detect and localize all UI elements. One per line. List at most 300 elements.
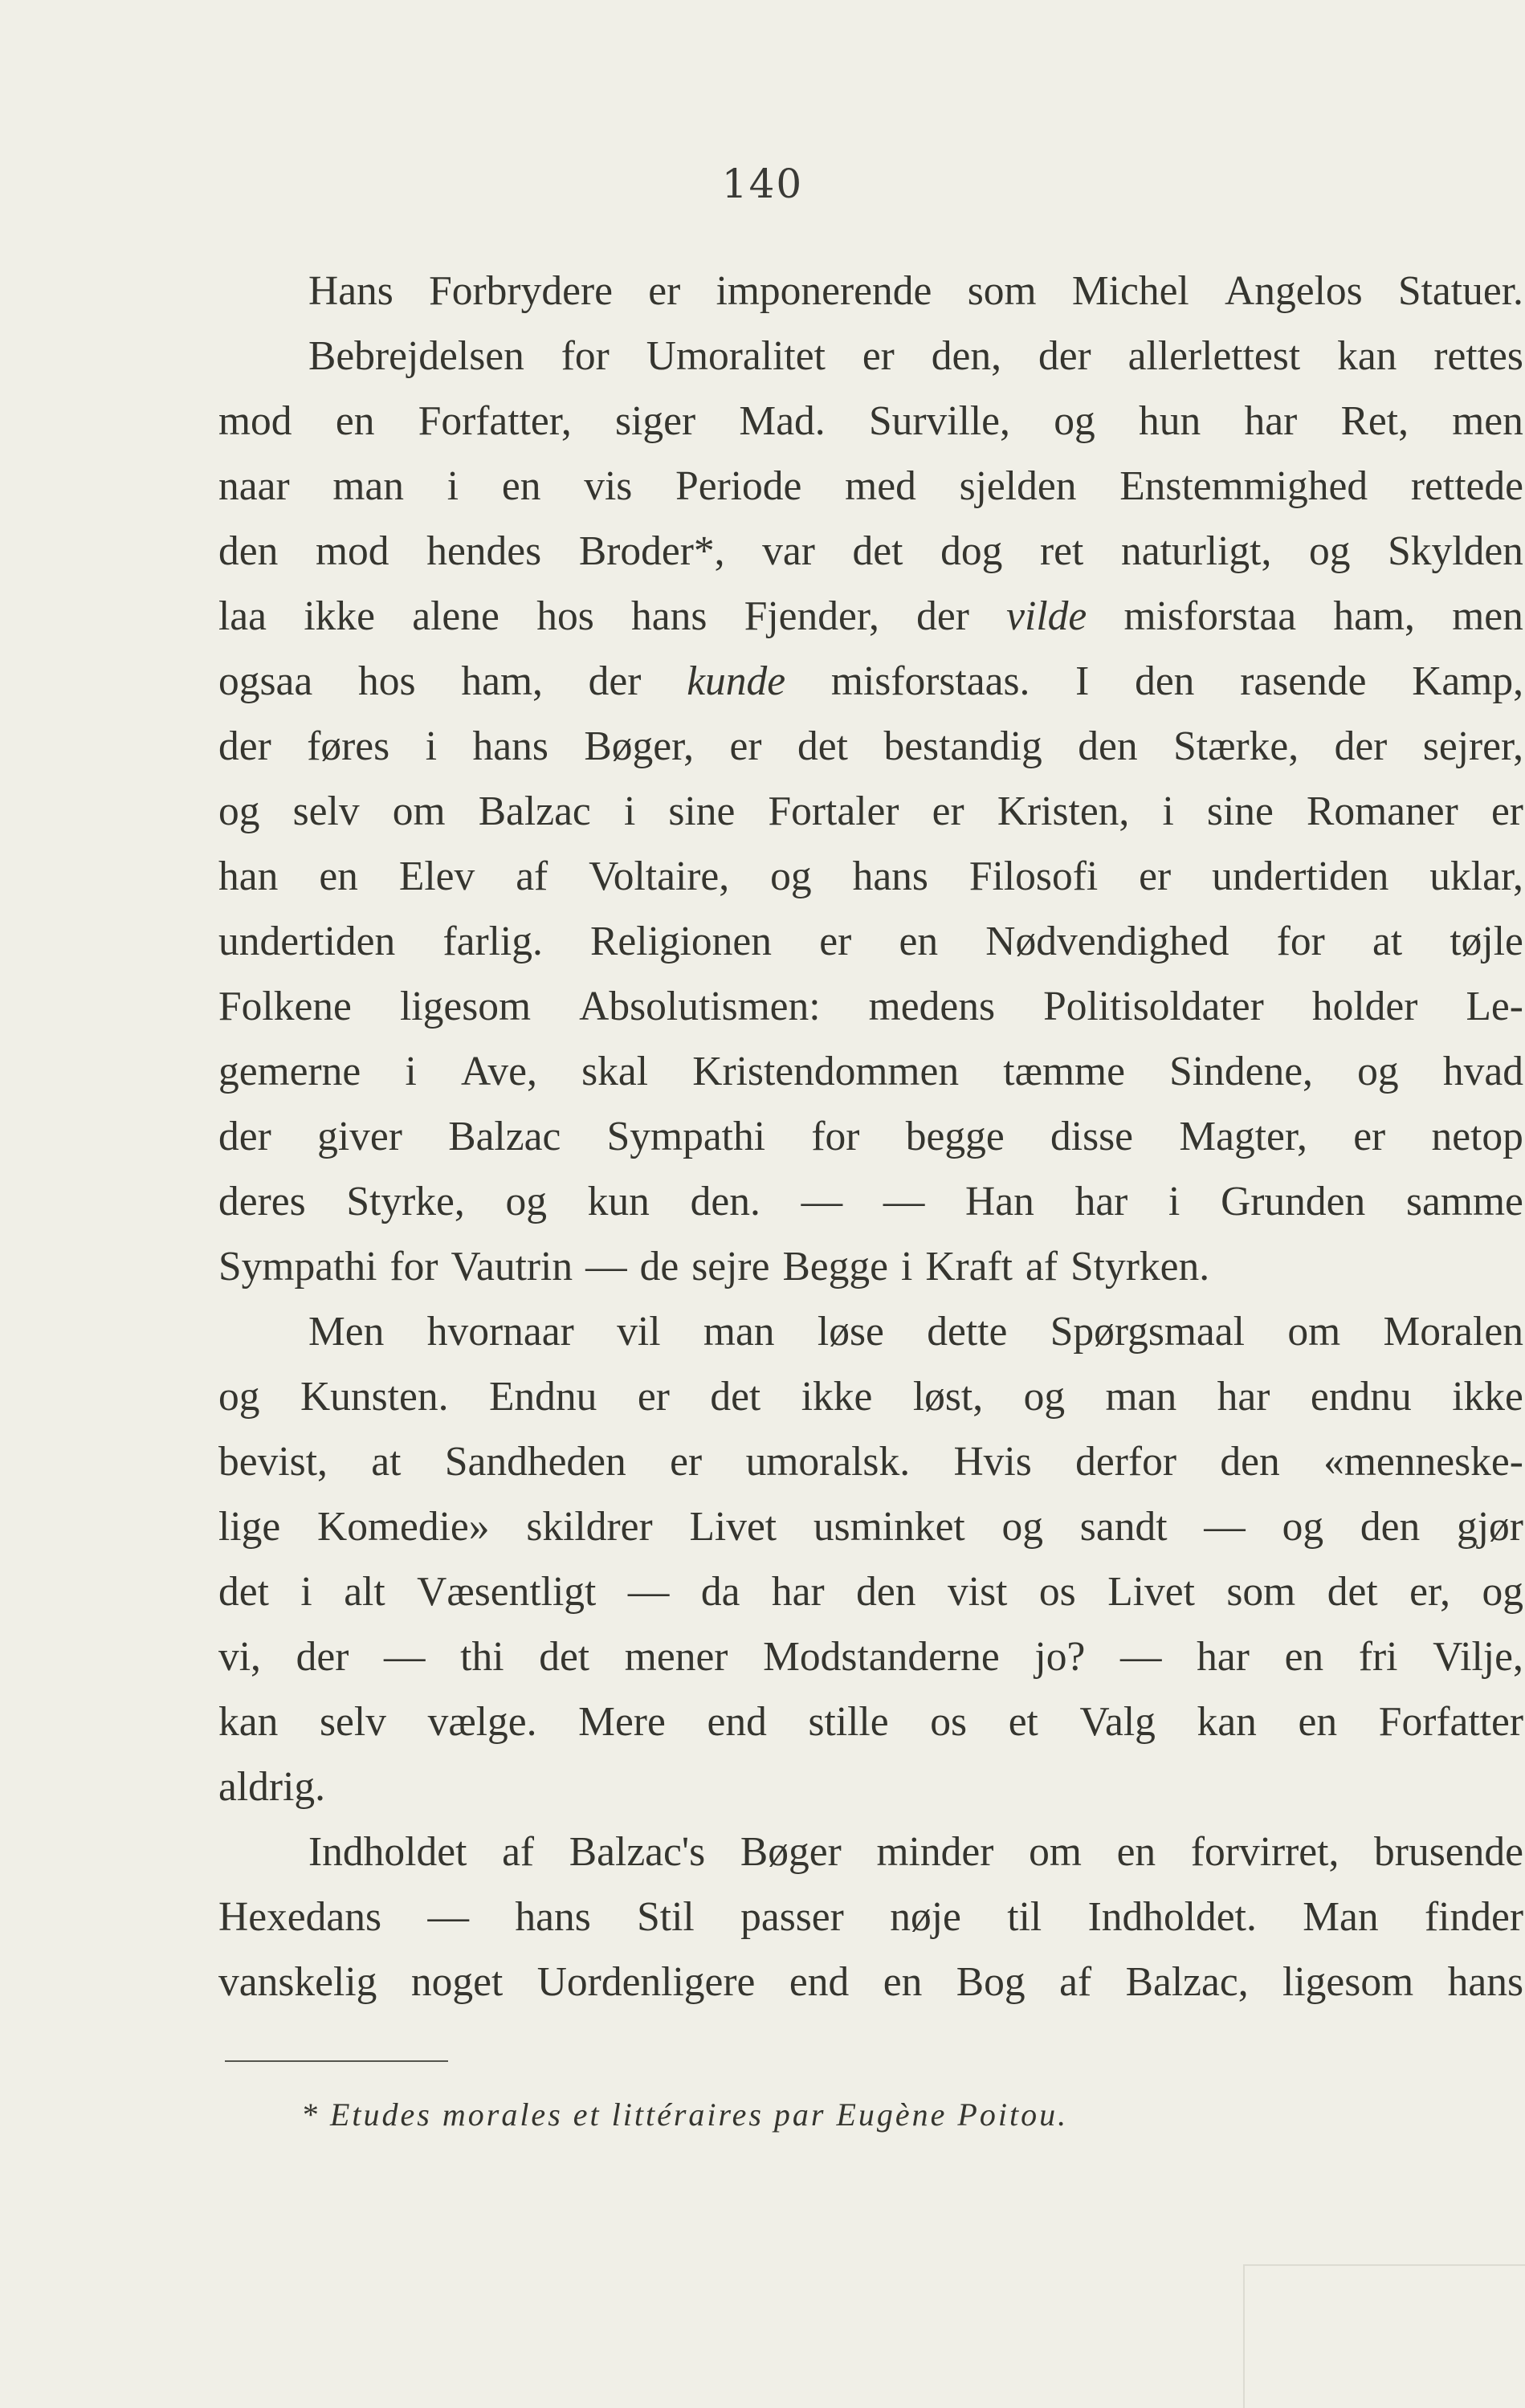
word: en bbox=[883, 1959, 923, 2005]
word: jo? bbox=[1034, 1634, 1086, 1680]
word: siger bbox=[615, 398, 696, 444]
word: om bbox=[392, 788, 446, 834]
text-line bbox=[218, 1104, 1523, 1169]
word: — bbox=[627, 1569, 670, 1615]
word: vis bbox=[584, 463, 633, 509]
word: er bbox=[637, 1374, 670, 1420]
word: Balzac's bbox=[569, 1829, 706, 1875]
word: — bbox=[1204, 1504, 1246, 1550]
word: og bbox=[218, 788, 260, 834]
word: hans bbox=[472, 723, 548, 769]
word: en bbox=[899, 919, 939, 964]
word: og bbox=[1001, 1504, 1044, 1550]
word: hans bbox=[631, 593, 707, 639]
word: sjelden bbox=[959, 463, 1077, 509]
word: af bbox=[1026, 1244, 1058, 1290]
word: ogsaa bbox=[218, 658, 313, 704]
text-line bbox=[218, 909, 1523, 974]
word: og bbox=[1482, 1569, 1523, 1615]
word: bestandig bbox=[883, 723, 1042, 769]
word: og bbox=[1282, 1504, 1324, 1550]
word: i bbox=[446, 463, 459, 509]
text-line bbox=[218, 454, 1523, 519]
page-number: 140 bbox=[721, 161, 804, 207]
word: undertiden bbox=[218, 919, 396, 964]
word: Sympathi bbox=[606, 1114, 766, 1159]
word: sandt bbox=[1079, 1504, 1168, 1550]
word: hvornaar bbox=[426, 1309, 574, 1355]
word: Surville, bbox=[868, 398, 1010, 444]
word: Fortaler bbox=[768, 788, 899, 834]
word: Mere bbox=[578, 1699, 666, 1745]
word: Religionen bbox=[590, 919, 773, 964]
word: vi, bbox=[218, 1634, 261, 1680]
word: en bbox=[1284, 1634, 1324, 1680]
word: er bbox=[648, 268, 681, 314]
text-line bbox=[218, 714, 1523, 779]
text-line bbox=[218, 1299, 1523, 1364]
text-line bbox=[218, 1364, 1523, 1429]
word: Styrke, bbox=[346, 1179, 465, 1224]
word: løse bbox=[817, 1309, 884, 1355]
word: Man bbox=[1303, 1894, 1379, 1940]
word: kun bbox=[587, 1179, 650, 1224]
word: — bbox=[427, 1894, 469, 1940]
word: men bbox=[1452, 593, 1523, 639]
word: rettes bbox=[1433, 333, 1523, 379]
word: kan bbox=[1197, 1699, 1257, 1745]
word: den bbox=[218, 528, 279, 574]
word: en bbox=[1116, 1829, 1156, 1875]
word: hun bbox=[1138, 398, 1201, 444]
word: gemerne bbox=[218, 1049, 361, 1094]
word: thi bbox=[460, 1634, 504, 1680]
word: minder bbox=[876, 1829, 994, 1875]
word: Væsentligt bbox=[417, 1569, 597, 1615]
word: er bbox=[729, 723, 762, 769]
text-line bbox=[218, 1039, 1523, 1104]
word: er, bbox=[1409, 1569, 1450, 1615]
word: naar bbox=[218, 463, 290, 509]
word: hos bbox=[358, 658, 416, 704]
word: Kristendommen bbox=[692, 1049, 960, 1094]
word: til bbox=[1007, 1894, 1042, 1940]
word: holder bbox=[1311, 984, 1418, 1029]
word: tæmme bbox=[1003, 1049, 1125, 1094]
word: det bbox=[710, 1374, 761, 1420]
word: er bbox=[670, 1439, 703, 1485]
text-line bbox=[218, 259, 1523, 324]
text-line bbox=[218, 1754, 1523, 1819]
word: og bbox=[1023, 1374, 1066, 1420]
word: Indholdet bbox=[308, 1829, 467, 1875]
word: er bbox=[1353, 1114, 1386, 1159]
word: han bbox=[218, 854, 279, 899]
word: Modstanderne bbox=[763, 1634, 1000, 1680]
word: for bbox=[389, 1244, 438, 1290]
word: vist bbox=[948, 1569, 1008, 1615]
word: at bbox=[371, 1439, 402, 1485]
word: og bbox=[1357, 1049, 1399, 1094]
word: os bbox=[930, 1699, 968, 1745]
word: ham, bbox=[461, 658, 543, 704]
word: Ret, bbox=[1340, 398, 1409, 444]
text-line bbox=[218, 1884, 1523, 1950]
text-line bbox=[218, 649, 1523, 714]
word: og bbox=[218, 1374, 260, 1420]
word: for bbox=[1276, 919, 1325, 964]
word: har bbox=[1244, 398, 1298, 444]
word: sine bbox=[1206, 788, 1274, 834]
word: hans bbox=[1447, 1959, 1523, 2005]
word: ikke bbox=[1452, 1374, 1523, 1420]
word: giver bbox=[317, 1114, 402, 1159]
word: Kraft bbox=[925, 1244, 1013, 1290]
text-line bbox=[218, 1234, 1523, 1299]
word: skildrer bbox=[526, 1504, 653, 1550]
word: dette bbox=[927, 1309, 1008, 1355]
word: den bbox=[1078, 723, 1138, 769]
word: der bbox=[218, 723, 271, 769]
word: og bbox=[770, 854, 812, 899]
word: kunde bbox=[687, 658, 786, 704]
word: i bbox=[901, 1244, 913, 1290]
word: og bbox=[505, 1179, 547, 1224]
word: man bbox=[1105, 1374, 1177, 1420]
word: vilde bbox=[1006, 593, 1087, 639]
word: forvirret, bbox=[1190, 1829, 1339, 1875]
text-line bbox=[218, 324, 1523, 389]
word: misforstaas. bbox=[830, 658, 1030, 704]
word: er bbox=[932, 788, 964, 834]
word: med bbox=[845, 463, 916, 509]
word: hos bbox=[536, 593, 594, 639]
word: mod bbox=[316, 528, 389, 574]
word: begge bbox=[905, 1114, 1005, 1159]
word: Sympathi bbox=[218, 1244, 377, 1290]
word: i bbox=[405, 1049, 417, 1094]
word: kan bbox=[1337, 333, 1397, 379]
word: hans bbox=[852, 854, 928, 899]
text-line bbox=[218, 1624, 1523, 1689]
word: det bbox=[1327, 1569, 1378, 1615]
word: I bbox=[1075, 658, 1090, 704]
word: har bbox=[1217, 1374, 1270, 1420]
word: end bbox=[789, 1959, 850, 2005]
word: Elev bbox=[398, 854, 475, 899]
text-line bbox=[218, 844, 1523, 909]
word: og bbox=[1308, 528, 1351, 574]
word: en bbox=[501, 463, 541, 509]
word: der bbox=[916, 593, 969, 639]
word: tøjle bbox=[1450, 919, 1523, 964]
word: hvad bbox=[1442, 1049, 1523, 1094]
word: mod bbox=[218, 398, 292, 444]
word: rasende bbox=[1240, 658, 1367, 704]
footnote-divider bbox=[225, 2060, 448, 2062]
word: disse bbox=[1050, 1114, 1134, 1159]
word: i bbox=[1168, 1179, 1180, 1224]
word: af bbox=[516, 854, 548, 899]
word: stille bbox=[808, 1699, 889, 1745]
word: Politisoldater bbox=[1043, 984, 1264, 1029]
word: Kunsten. bbox=[300, 1374, 449, 1420]
word: Stil bbox=[637, 1894, 695, 1940]
word: det bbox=[218, 1569, 269, 1615]
word: nøje bbox=[890, 1894, 961, 1940]
word: om bbox=[1029, 1829, 1082, 1875]
word: Enstemmighed bbox=[1119, 463, 1368, 509]
word: «menneske- bbox=[1323, 1439, 1523, 1485]
word: Umoralitet bbox=[646, 333, 826, 379]
word: ret bbox=[1040, 528, 1084, 574]
text-line bbox=[218, 519, 1523, 584]
word: det bbox=[539, 1634, 590, 1680]
word: for bbox=[561, 333, 610, 379]
word: lige bbox=[218, 1504, 281, 1550]
word: Ave, bbox=[461, 1049, 537, 1094]
word: er bbox=[862, 333, 895, 379]
word: i bbox=[1162, 788, 1174, 834]
word: ligesom bbox=[1282, 1959, 1414, 2005]
word: den bbox=[1220, 1439, 1280, 1485]
word: hendes bbox=[426, 528, 542, 574]
word: den bbox=[1135, 658, 1195, 704]
word: bevist, bbox=[218, 1439, 328, 1485]
word: det bbox=[852, 528, 903, 574]
word: Sandheden bbox=[444, 1439, 626, 1485]
word: Sindene, bbox=[1169, 1049, 1313, 1094]
word: i bbox=[300, 1569, 312, 1615]
word: vil bbox=[617, 1309, 661, 1355]
word: hans bbox=[515, 1894, 591, 1940]
word: Hans bbox=[308, 268, 393, 314]
word: Bebrejdelsen bbox=[308, 333, 524, 379]
body-text bbox=[218, 259, 1523, 2015]
word: alt bbox=[344, 1569, 385, 1615]
word: kan bbox=[218, 1699, 279, 1745]
word: af bbox=[502, 1829, 535, 1875]
word: farlig. bbox=[442, 919, 543, 964]
word: Michel bbox=[1071, 268, 1189, 314]
word: en bbox=[335, 398, 375, 444]
word: Magter, bbox=[1179, 1114, 1307, 1159]
word: Men bbox=[308, 1309, 385, 1355]
word: det bbox=[797, 723, 848, 769]
word: Balzac bbox=[478, 788, 591, 834]
word: sine bbox=[668, 788, 736, 834]
word: der bbox=[588, 658, 642, 704]
footnote: * Etudes morales et littéraires par Eugène Poitou. bbox=[301, 2096, 1069, 2133]
word: skal bbox=[581, 1049, 649, 1094]
word: Endnu bbox=[488, 1374, 597, 1420]
word: Bog bbox=[956, 1959, 1026, 2005]
word: — bbox=[585, 1244, 627, 1290]
word: — bbox=[801, 1179, 843, 1224]
word: sejrer, bbox=[1422, 723, 1523, 769]
word: — bbox=[384, 1634, 426, 1680]
word: Hvis bbox=[953, 1439, 1032, 1485]
word: Balzac bbox=[448, 1114, 561, 1159]
word: de bbox=[639, 1244, 679, 1290]
word: Forfatter bbox=[1378, 1699, 1523, 1745]
word: Statuer. bbox=[1397, 268, 1523, 314]
word: Kamp, bbox=[1412, 658, 1523, 704]
page-edge-mark bbox=[1243, 2264, 1525, 2408]
word: alene bbox=[412, 593, 499, 639]
word: passer bbox=[740, 1894, 844, 1940]
word: har bbox=[771, 1569, 825, 1615]
word: finder bbox=[1425, 1894, 1523, 1940]
word: end bbox=[707, 1699, 767, 1745]
text-line bbox=[218, 389, 1523, 454]
word: Han bbox=[965, 1179, 1034, 1224]
word: mener bbox=[624, 1634, 728, 1680]
word: Filosofi bbox=[968, 854, 1099, 899]
word: os bbox=[1038, 1569, 1076, 1615]
word: at bbox=[1372, 919, 1403, 964]
word: Bøger bbox=[740, 1829, 842, 1875]
word: som bbox=[1226, 1569, 1296, 1615]
word: Fjender, bbox=[744, 593, 879, 639]
word: Stærke, bbox=[1173, 723, 1299, 769]
word: selv bbox=[292, 788, 360, 834]
word: da bbox=[700, 1569, 740, 1615]
word: man bbox=[332, 463, 405, 509]
word: en bbox=[1298, 1699, 1338, 1745]
word: imponerende bbox=[716, 268, 932, 314]
text-line bbox=[218, 1950, 1523, 2015]
word: usminket bbox=[813, 1504, 965, 1550]
text-line bbox=[218, 1429, 1523, 1494]
word: man bbox=[703, 1309, 775, 1355]
text-line bbox=[218, 584, 1523, 649]
word: er bbox=[1139, 854, 1172, 899]
word: Kristen, bbox=[997, 788, 1130, 834]
word: et bbox=[1008, 1699, 1038, 1745]
word: netop bbox=[1431, 1114, 1523, 1159]
word: Vilje, bbox=[1433, 1634, 1523, 1680]
word: Mad. bbox=[739, 398, 826, 444]
text-line bbox=[218, 1559, 1523, 1624]
word: Bøger, bbox=[584, 723, 695, 769]
word: uklar, bbox=[1429, 854, 1523, 899]
word: umoralsk. bbox=[745, 1439, 911, 1485]
word: vælge. bbox=[427, 1699, 537, 1745]
word: den, bbox=[931, 333, 1002, 379]
word: er bbox=[819, 919, 852, 964]
word: Le- bbox=[1466, 984, 1523, 1029]
word: gjør bbox=[1457, 1504, 1523, 1550]
word: om bbox=[1287, 1309, 1341, 1355]
word: Nødvendighed bbox=[985, 919, 1229, 964]
word: selv bbox=[320, 1699, 386, 1745]
word: den bbox=[856, 1569, 916, 1615]
word: Periode bbox=[675, 463, 802, 509]
word: der bbox=[296, 1634, 349, 1680]
word: Begge bbox=[782, 1244, 889, 1290]
word: vanskelig bbox=[218, 1959, 377, 2005]
word: og bbox=[1054, 398, 1095, 444]
word: Broder*, bbox=[578, 528, 725, 574]
word: dog bbox=[940, 528, 1003, 574]
word: deres bbox=[218, 1179, 306, 1224]
text-line bbox=[218, 1169, 1523, 1234]
text-line bbox=[218, 1689, 1523, 1754]
word: Livet bbox=[689, 1504, 777, 1550]
word: Folkene bbox=[218, 984, 352, 1029]
word: Indholdet. bbox=[1087, 1894, 1257, 1940]
text-line bbox=[218, 1494, 1523, 1559]
word: i bbox=[425, 723, 437, 769]
word: aldrig. bbox=[218, 1764, 325, 1810]
word: den bbox=[1360, 1504, 1421, 1550]
word: i bbox=[623, 788, 636, 834]
word: men bbox=[1452, 398, 1523, 444]
word: allerlettest bbox=[1127, 333, 1301, 379]
word: naturligt, bbox=[1120, 528, 1272, 574]
word: Forbrydere bbox=[429, 268, 613, 314]
word: Vautrin bbox=[451, 1244, 573, 1290]
word: Absolutismen: bbox=[579, 984, 821, 1029]
word: — bbox=[883, 1179, 925, 1224]
word: Livet bbox=[1107, 1569, 1195, 1615]
word: rettede bbox=[1410, 463, 1523, 509]
word: der bbox=[1038, 333, 1091, 379]
word: Voltaire, bbox=[589, 854, 730, 899]
word: Romaner bbox=[1307, 788, 1458, 834]
word: Angelos bbox=[1225, 268, 1363, 314]
word: Komedie» bbox=[317, 1504, 490, 1550]
word: af bbox=[1059, 1959, 1092, 2005]
word: misforstaa bbox=[1123, 593, 1297, 639]
word: Uordenligere bbox=[536, 1959, 756, 2005]
word: ligesom bbox=[400, 984, 532, 1029]
word: den. bbox=[690, 1179, 760, 1224]
word: Grunden bbox=[1221, 1179, 1366, 1224]
word: Skylden bbox=[1388, 528, 1523, 574]
word: for bbox=[811, 1114, 860, 1159]
text-line bbox=[218, 1819, 1523, 1884]
word: derfor bbox=[1075, 1439, 1176, 1485]
word: laa bbox=[218, 593, 267, 639]
text-line bbox=[218, 779, 1523, 844]
word: Hexedans bbox=[218, 1894, 382, 1940]
word: Styrken. bbox=[1070, 1244, 1210, 1290]
word: der bbox=[1334, 723, 1388, 769]
word: medens bbox=[868, 984, 995, 1029]
word: ham, bbox=[1333, 593, 1415, 639]
text-line bbox=[218, 974, 1523, 1039]
word: Moralen bbox=[1383, 1309, 1523, 1355]
word: sejre bbox=[691, 1244, 770, 1290]
word: endnu bbox=[1310, 1374, 1412, 1420]
word: fri bbox=[1358, 1634, 1398, 1680]
word: samme bbox=[1406, 1179, 1523, 1224]
word: Valg bbox=[1079, 1699, 1156, 1745]
word: ikke bbox=[801, 1374, 873, 1420]
word: er bbox=[1490, 788, 1523, 834]
word: var bbox=[762, 528, 815, 574]
word: brusende bbox=[1374, 1829, 1523, 1875]
word: som bbox=[967, 268, 1037, 314]
word: Balzac, bbox=[1125, 1959, 1249, 2005]
word: løst, bbox=[912, 1374, 984, 1420]
word: har bbox=[1074, 1179, 1128, 1224]
word: noget bbox=[410, 1959, 504, 2005]
word: — bbox=[1119, 1634, 1162, 1680]
word: Forfatter, bbox=[418, 398, 572, 444]
